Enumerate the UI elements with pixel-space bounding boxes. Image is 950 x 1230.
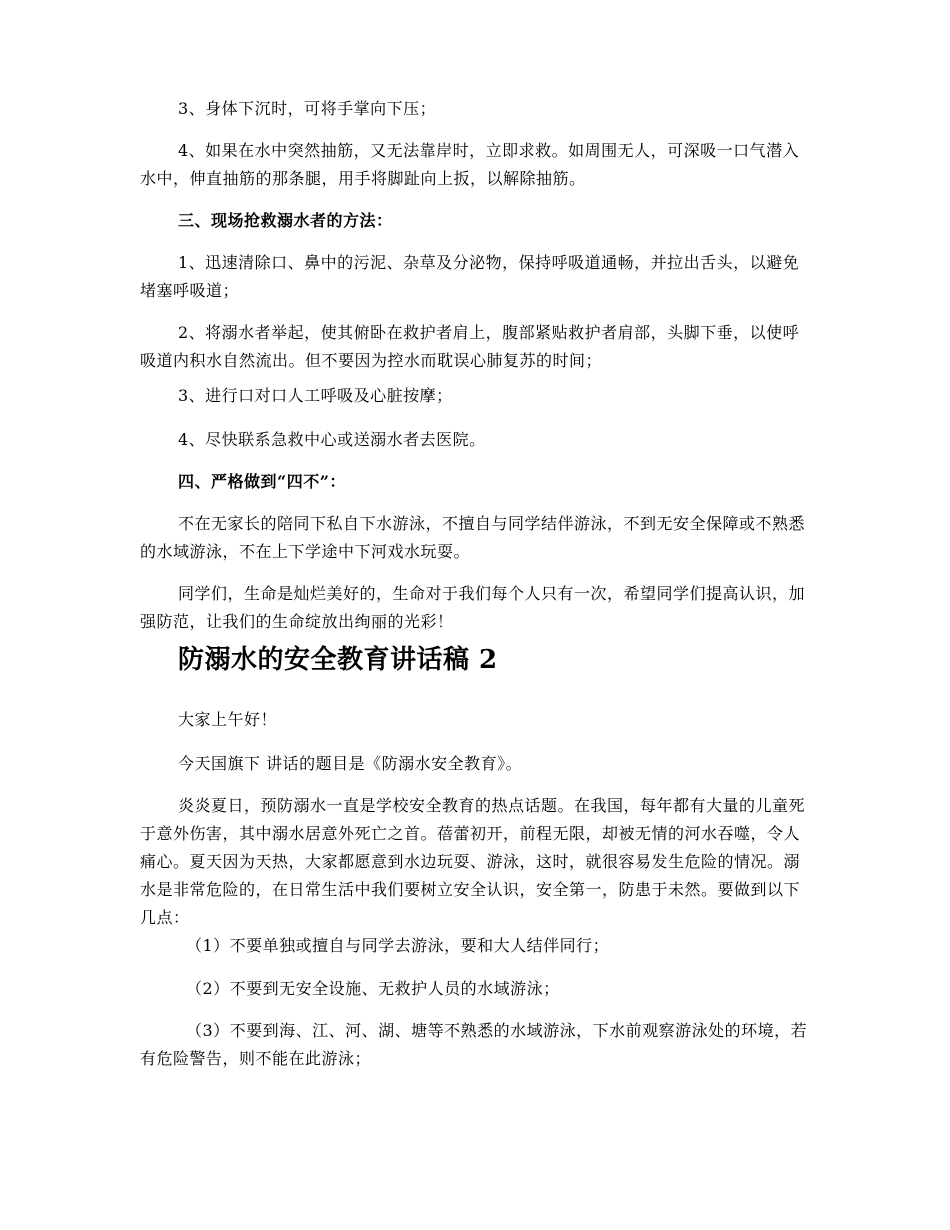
section-heading-rescue: 三、现场抢救溺水者的方法：: [178, 211, 393, 230]
rule-item-1: （1）不要单独或擅自与同学去游泳，要和大人结伴同行；: [186, 936, 610, 955]
section-heading-four-nots: 四、严格做到“四不”：: [178, 472, 346, 491]
rescue-item-2: 2、将溺水者举起，使其俯卧在救护者肩上，腹部紧贴救护者肩部，头脚下垂，以使呼吸道内积水自然流出。但不要因为控水而耽误心肺复苏的时间；: [140, 323, 800, 370]
speech-intro: 炎炎夏日，预防溺水一直是学校安全教育的热点话题。在我国，每年都有大量的儿童死于意外伤害，其中溺水居意外死亡之首。蓓蕾初开，前程无限，却被无情的河水吞噬，令人痛心。夏天因为天热，大家都愿意到水边玩耍、游泳，这时，就很容易发生危险的情况。溺水是非常危险的，在日常生活中我们要树立安全认识，安全第一，防患于未然。要做到以下几点：: [140, 796, 806, 927]
speech-2-title: 防溺水的安全教育讲话稿 2: [178, 645, 498, 675]
closing-paragraph: 同学们，生命是灿烂美好的，生命对于我们每个人只有一次，希望同学们提高认识，加强防范，让我们的生命绽放出绚丽的光彩！: [140, 584, 806, 631]
four-nots-body: 不在无家长的陪同下私自下水游泳，不擅自与同学结伴游泳，不到无安全保障或不熟悉的水域游泳，不在上下学途中下河戏水玩耍。: [140, 514, 806, 561]
paragraph-step-3: 3、身体下沉时，可将手掌向下压；: [178, 99, 437, 118]
rescue-item-4: 4、尽快联系急救中心或送溺水者去医院。: [178, 430, 486, 449]
rescue-item-1: 1、迅速清除口、鼻中的污泥、杂草及分泌物，保持呼吸道通畅，并拉出舌头，以避免堵塞呼吸道；: [140, 253, 800, 300]
rule-item-2: （2）不要到无安全设施、无救护人员的水域游泳；: [186, 979, 560, 998]
paragraph-step-4: 4、如果在水中突然抽筋，又无法靠岸时，立即求救。如周围无人，可深吸一口气潜入水中，伸直抽筋的那条腿，用手将脚趾向上扳，以解除抽筋。: [140, 141, 800, 188]
greeting: 大家上午好！: [178, 710, 278, 729]
rule-item-3: （3）不要到海、江、河、湖、塘等不熟悉的水域游泳，下水前观察游泳处的环境，若有危险警告，则不能在此游泳；: [140, 1021, 808, 1068]
rescue-item-3: 3、进行口对口人工呼吸及心脏按摩；: [178, 386, 453, 405]
speech-topic: 今天国旗下 讲话的题目是《防溺水安全教育》。: [178, 754, 523, 773]
